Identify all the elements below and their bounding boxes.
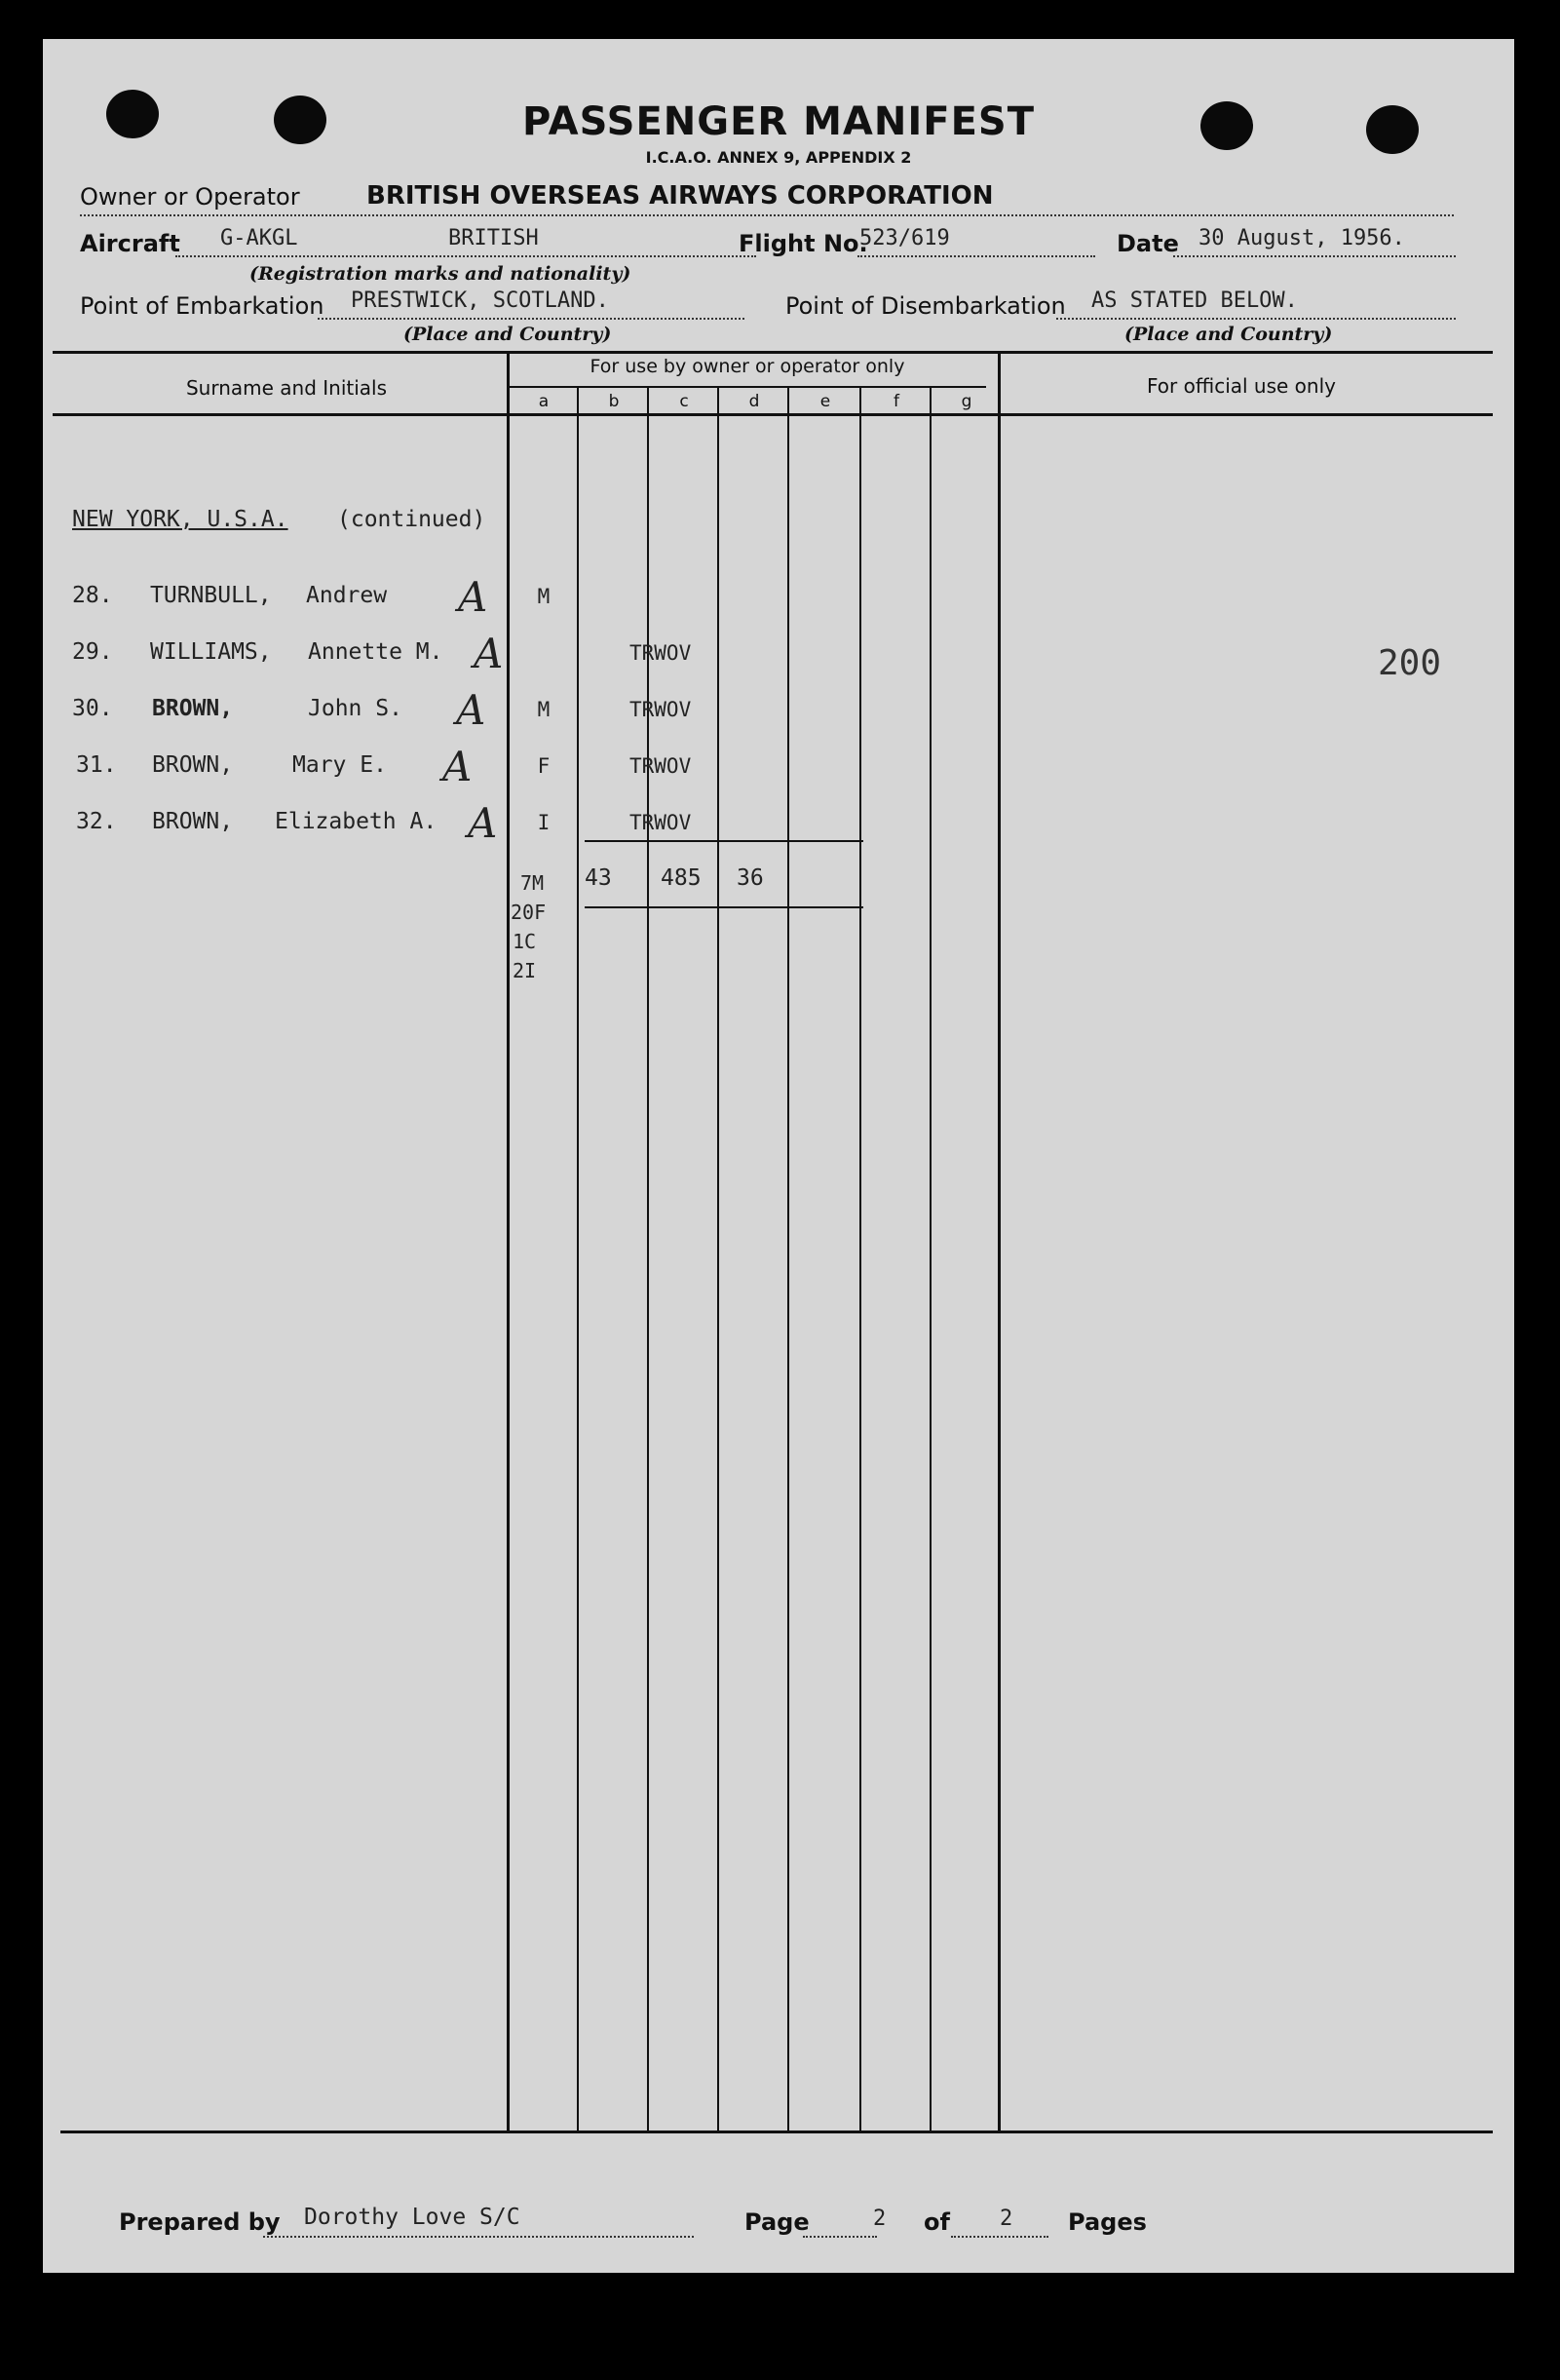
passenger-number: 29. bbox=[72, 639, 113, 665]
aircraft-dotted-line bbox=[175, 255, 756, 257]
aircraft-registration: G-AKGL bbox=[220, 226, 298, 250]
total-col-d: 36 bbox=[737, 865, 764, 891]
prepared-by-value: Dorothy Love S/C bbox=[304, 2205, 520, 2230]
disembarkation-label: Point of Disembarkation bbox=[785, 292, 1066, 320]
subcol-c: c bbox=[679, 392, 689, 411]
date-value: 30 August, 1956. bbox=[1199, 226, 1405, 250]
passenger-surname: BROWN, bbox=[152, 752, 234, 778]
total-col-c: 485 bbox=[661, 865, 702, 891]
date-dotted-line bbox=[1173, 255, 1456, 257]
form-title: PASSENGER MANIFEST bbox=[522, 99, 1035, 144]
embarkation-dotted-line bbox=[318, 318, 744, 320]
section-continued: (continued) bbox=[337, 507, 486, 532]
page-dotted-line bbox=[803, 2236, 877, 2238]
form-subtitle: I.C.A.O. ANNEX 9, APPENDIX 2 bbox=[645, 148, 912, 167]
passenger-col-a: F bbox=[537, 754, 551, 778]
flight-dotted-line bbox=[857, 255, 1095, 257]
section-heading: NEW YORK, U.S.A. bbox=[72, 507, 288, 532]
passenger-given-name: Elizabeth A. bbox=[275, 809, 438, 834]
owner-use-subrule bbox=[509, 386, 986, 388]
passenger-number: 30. bbox=[72, 696, 113, 721]
passenger-number: 32. bbox=[76, 809, 117, 834]
totals-top-rule bbox=[585, 840, 863, 842]
of-label: of bbox=[924, 2208, 950, 2236]
col-header-owner-use: For use by owner or operator only bbox=[590, 356, 905, 377]
flight-number: 523/619 bbox=[859, 226, 950, 250]
of-dotted-line bbox=[951, 2236, 1048, 2238]
official-use-note: 200 bbox=[1378, 643, 1442, 683]
handwritten-check-mark: A bbox=[456, 686, 486, 734]
passenger-surname: BROWN, bbox=[152, 809, 234, 834]
page-number: 2 bbox=[873, 2207, 887, 2231]
column-divider-ab bbox=[577, 386, 579, 2130]
total-col-a-children: 1C bbox=[513, 930, 537, 953]
passenger-col-c: TRWOV bbox=[629, 641, 692, 665]
total-pages: 2 bbox=[1000, 2207, 1013, 2231]
passenger-given-name: Andrew bbox=[306, 583, 388, 608]
flight-label: Flight No. bbox=[739, 230, 868, 257]
owner-value: BRITISH OVERSEAS AIRWAYS CORPORATION bbox=[366, 181, 994, 211]
passenger-col-a: M bbox=[537, 585, 551, 608]
pages-label: Pages bbox=[1068, 2208, 1147, 2236]
column-divider-ef bbox=[859, 386, 861, 2130]
owner-dotted-line bbox=[80, 214, 1454, 216]
subcol-g: g bbox=[961, 392, 972, 411]
column-divider-de bbox=[787, 386, 789, 2130]
column-divider-cd bbox=[717, 386, 719, 2130]
col-header-surname: Surname and Initials bbox=[185, 376, 388, 400]
date-label: Date bbox=[1117, 230, 1179, 257]
total-col-b: 43 bbox=[585, 865, 612, 891]
passenger-given-name: John S. bbox=[308, 696, 402, 721]
footer-rule bbox=[60, 2130, 1493, 2133]
total-col-a-males: 7M bbox=[520, 871, 545, 895]
column-divider-fg bbox=[930, 386, 932, 2130]
passenger-col-a: I bbox=[537, 811, 551, 834]
disembarkation-value: AS STATED BELOW. bbox=[1091, 288, 1298, 313]
aircraft-label: Aircraft bbox=[80, 230, 180, 257]
passenger-col-a: M bbox=[537, 698, 551, 721]
aircraft-nationality: BRITISH bbox=[448, 226, 539, 250]
subcol-a: a bbox=[538, 392, 550, 411]
subcol-d: d bbox=[748, 392, 760, 411]
subcol-f: f bbox=[894, 392, 899, 411]
passenger-given-name: Mary E. bbox=[292, 752, 387, 778]
header-bottom-rule bbox=[53, 413, 1493, 416]
handwritten-check-mark: A bbox=[442, 743, 473, 790]
passenger-surname: WILLIAMS, bbox=[150, 639, 272, 665]
total-col-a-infants: 2I bbox=[513, 959, 537, 982]
disembarkation-caption: (Place and Country) bbox=[1124, 324, 1333, 345]
passenger-col-c: TRWOV bbox=[629, 754, 692, 778]
passenger-given-name: Annette M. bbox=[308, 639, 443, 665]
aircraft-caption: (Registration marks and nationality) bbox=[249, 263, 631, 285]
prepared-by-label: Prepared by bbox=[119, 2208, 281, 2236]
prepared-by-dotted-line bbox=[263, 2236, 694, 2238]
disembarkation-dotted-line bbox=[1056, 318, 1456, 320]
subcol-b: b bbox=[608, 392, 620, 411]
handwritten-check-mark: A bbox=[458, 573, 488, 621]
totals-bottom-rule bbox=[585, 906, 863, 908]
total-col-a-females: 20F bbox=[511, 901, 547, 924]
handwritten-check-mark: A bbox=[474, 630, 504, 677]
passenger-number: 28. bbox=[72, 583, 113, 608]
passenger-number: 31. bbox=[76, 752, 117, 778]
owner-label: Owner or Operator bbox=[80, 183, 300, 211]
handwritten-check-mark: A bbox=[468, 799, 498, 847]
passenger-col-c: TRWOV bbox=[629, 698, 692, 721]
page-label: Page bbox=[744, 2208, 810, 2236]
passenger-surname: TURNBULL, bbox=[150, 583, 272, 608]
embarkation-caption: (Place and Country) bbox=[403, 324, 612, 345]
passenger-surname: BROWN, bbox=[152, 696, 234, 721]
col-header-official: For official use only bbox=[1147, 374, 1336, 398]
subcol-e: e bbox=[819, 392, 831, 411]
embarkation-label: Point of Embarkation bbox=[80, 292, 324, 320]
table-top-rule bbox=[53, 351, 1493, 354]
embarkation-value: PRESTWICK, SCOTLAND. bbox=[351, 288, 609, 313]
column-divider-surname bbox=[507, 353, 510, 2130]
manifest-page bbox=[43, 39, 1514, 2273]
passenger-col-c: TRWOV bbox=[629, 811, 692, 834]
column-divider-official bbox=[998, 353, 1001, 2130]
